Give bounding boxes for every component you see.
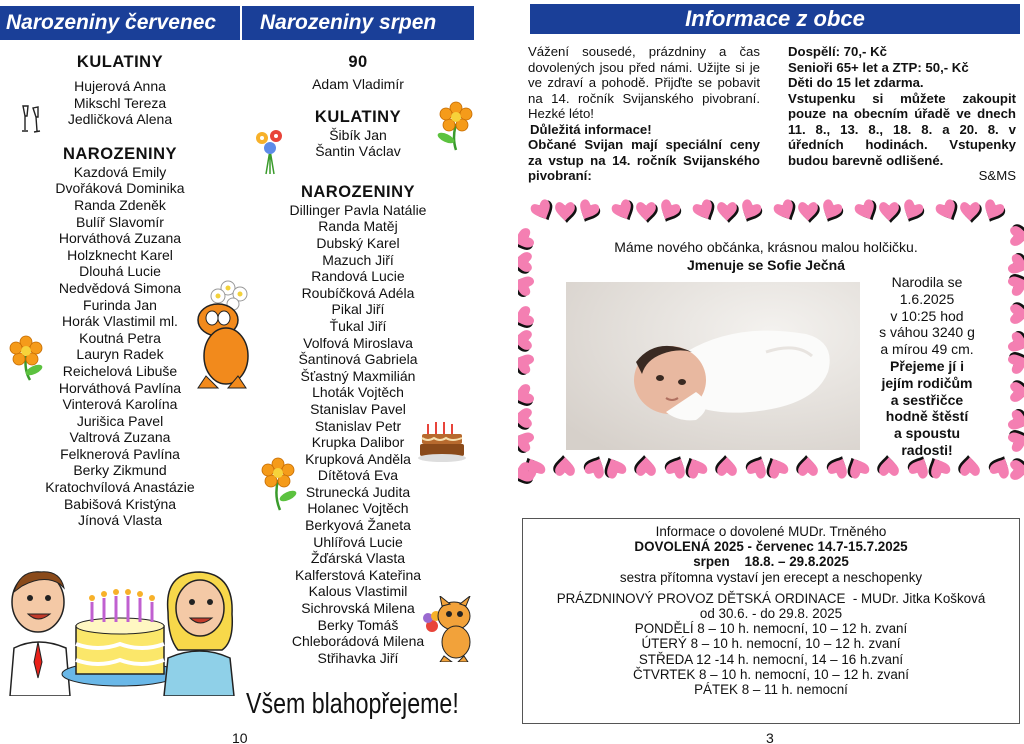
list-item: Mikschl Tereza [73,94,167,111]
august-birthdays-title: NAROZENINY [300,182,416,201]
list-item: Kalferstová Kateřina [294,566,422,583]
august-ninety-list [258,76,458,93]
list-item: a spoustu [893,425,961,442]
august-round-list [258,127,458,160]
prices-block [788,44,1016,184]
list-item: PÁTEK 8 – 11 h. nemocní [694,682,848,698]
baby-name: Jmenuje se Sofie Ječná [687,257,845,273]
list-item: Adam Vladimír [312,76,404,92]
doctor-info-box [522,518,1020,724]
nurse-note: sestra přítomna vystaví jen erecept a neschopenky [619,569,923,585]
list-item: Dlouhá Lucie [79,263,161,280]
village-info-header: Informace z obce [530,4,1020,34]
heart-icon [518,428,535,455]
list-item: s váhou 3240 g [879,324,975,341]
page-number-right: 3 [766,730,774,744]
heart-icon [574,198,602,226]
list-item: Randová Lucie [311,268,405,285]
list-item: Berkyová Žaneta [305,517,411,534]
orange-flower-icon [6,334,48,382]
intro-block [528,44,760,184]
list-item: Vinterová Karolína [62,396,178,413]
signature: S&MS [978,168,1016,183]
list-item: Šantin Václav [315,143,401,160]
birth-details-list [862,274,992,358]
august-round-title: KULATINY [314,107,402,126]
list-item: Hujerová Anna [74,78,166,94]
list-item: Jurišica Pavel [76,412,164,429]
important-label: Důležitá informace! [530,121,652,137]
list-item: Kazdová Emily [73,163,167,180]
heart-icon [1010,224,1024,246]
heart-icon [796,455,818,476]
august-ninety-title: 90 [348,53,368,71]
heart-icon [761,453,789,481]
baby-photo [566,282,860,450]
list-item: Stanislav Pavel [310,400,406,417]
heart-icon [636,202,658,223]
holiday-title: PRÁZDNINOVÝ PROVOZ DĚTSKÁ ORDINACE - MUDr. Jitka Košková [556,590,986,606]
tickets-text: Vstupenku si můžete zakoupit pouze na obecním úřadě ve dnech 11. 8., 13. 8., 18. 8. a 20. 8. v úředních hodinách. Vstupenky budou barevně odlišené. [788,90,1016,168]
list-item: Dvořáková Dominika [55,180,185,197]
heart-icon [518,227,536,254]
heart-icon [1006,270,1024,297]
list-item: Mazuch Jiří [322,251,394,268]
heart-icon [960,202,982,223]
birth-announcement [566,238,966,274]
july-birthdays-title: NAROZENINY [62,144,178,163]
doctor-title: Informace o dovolené MUDr. Trněného [655,524,887,539]
list-item: Narodila se [891,274,963,290]
heart-icon [581,452,609,480]
list-item: Dítětová Eva [317,467,399,484]
heart-icon [979,198,1007,226]
heart-icon [715,455,737,476]
august-birthdays-header: Narozeniny srpen [242,6,474,40]
heart-icon [824,452,852,480]
list-item: Berky Zikmund [73,462,167,479]
list-item: Berky Tomáš [317,616,399,633]
list-item: PONDĚLÍ 8 – 10 h. nemocní, 10 – 12 h. zvaní [634,621,908,637]
heart-icon [898,198,926,226]
couple-with-cake-illustration [4,562,236,696]
list-item: Roubíčková Adéla [301,284,415,301]
list-item: Reichelová Libuše [62,362,178,379]
list-item: Jedličková Alena [67,111,173,128]
heart-icon [553,455,575,476]
list-item: hodně štěstí [885,408,969,425]
list-item: Babišová Kristýna [63,495,177,512]
list-item: Horváthová Zuzana [58,230,182,247]
list-item: Holanec Vojtěch [307,500,409,517]
heart-icon [743,452,771,480]
list-item: radosti! [901,441,953,458]
list-item: Horák Vlastimil ml. [62,313,178,330]
vacation-july: DOVOLENÁ 2025 - červenec 14.7-15.7.2025 [634,539,908,555]
flower-bouquet-icon [252,128,288,178]
cartoon-cat-icon [420,596,480,662]
orange-flower-icon [436,100,476,152]
list-item: jejím rodičům [881,374,973,391]
list-item: a sestřičce [890,391,964,408]
list-item: Furinda Jan [83,296,157,313]
orange-flower-icon [260,456,300,512]
heart-icon [518,383,536,410]
list-item: Bulíř Slavomír [76,213,164,230]
list-item: Dillinger Pavla Natálie [289,201,427,218]
july-round-list [20,78,220,128]
list-item: Šantinová Gabriela [298,351,418,368]
intro-text: Vážení sousedé, prázdniny a čas dovolených jsou před námi. Užijte si je ve zdraví a pohodě. Přijďte se pobavit na 14. ročník Svijanského pivobraní. Hezké léto! [528,44,760,121]
heart-icon [680,453,708,481]
champagne-glasses-icon [20,104,42,134]
july-birthdays-header: Narozeniny červenec [0,6,240,40]
heart-icon [772,197,800,225]
heart-icon [1010,458,1024,480]
heart-icon [655,198,683,226]
list-item: Šťastný Maxmilián [300,367,416,384]
list-item: Přejeme jí i [890,357,964,374]
heart-icon [853,197,881,225]
august-column [258,52,458,666]
list-item: Strunecká Judita [305,483,411,500]
congratulations-text: Všem blahopřejeme! [246,688,459,720]
schedule-list [523,621,1019,697]
list-item: ČTVRTEK 8 – 10 h. nemocní, 10 – 12 h. zvaní [633,666,909,682]
heart-icon [1010,302,1024,324]
birthday-cake-icon [418,418,466,462]
garfield-flowers-icon [188,276,268,396]
list-item: a mírou 49 cm. [880,341,974,358]
list-item: Kratochvílová Anastázie [45,479,195,496]
heart-icon [717,202,739,223]
heart-icon [518,350,535,377]
list-item: Koutná Petra [79,329,161,346]
list-item: Pikal Jiří [331,301,385,318]
heart-icon [518,272,535,299]
list-item: Lauryn Radek [76,346,164,363]
heart-icon [662,452,690,480]
list-item: Stanislav Petr [314,417,402,434]
list-item: Randa Matěj [318,218,398,235]
list-item: 1.6.2025 [899,290,955,307]
heart-icon [518,252,532,274]
holiday-range: od 30.6. - do 29.8. 2025 [699,606,843,622]
heart-icon [1006,426,1024,453]
birth-details [862,274,992,459]
list-item: Lhoták Vojtěch [312,384,404,401]
list-item: Valtrová Zuzana [69,429,171,446]
heart-icon [518,305,536,332]
birth-line1: Máme nového občánka, krásnou malou holčičku. [614,239,918,255]
list-item: Randa Zdeněk [74,196,166,213]
price-children: Děti do 15 let zdarma. [788,75,924,90]
heart-icon [817,198,845,226]
heart-icon [934,197,962,225]
page-number-left: 10 [232,730,248,744]
list-item: Uhlířová Lucie [313,533,403,550]
birth-wishes-list [862,358,992,459]
list-item: Dubský Karel [316,234,400,251]
list-item: Žďárská Vlasta [310,550,406,567]
list-item: Horváthová Pavlína [58,379,182,396]
heart-icon [879,202,901,223]
list-item: Nedvědová Simona [58,279,182,296]
list-item: Střihavka Jiří [317,649,399,666]
july-round-title: KULATINY [76,53,164,71]
list-item: ÚTERÝ 8 – 10 h. nemocní, 10 – 12 h. zvaní [641,636,901,652]
price-adults: Dospělí: 70,- Kč [788,44,887,59]
list-item: Volfová Miroslava [303,334,413,351]
list-item: Krupka Dalibor [311,434,405,451]
heart-icon [529,197,557,225]
heart-icon [736,198,764,226]
list-item: STŘEDA 12 -14 h. nemocní, 14 – 16 h.zvaní [638,651,904,667]
heart-icon [555,202,577,223]
heart-icon [518,408,532,430]
list-item: Ťukal Jiří [329,317,387,334]
heart-icon [798,202,820,223]
heart-icon [518,330,532,352]
heart-icon [610,197,638,225]
list-item: v 10:25 hod [890,307,964,324]
vacation-august: srpen 18.8. – 29.8.2025 [693,554,849,570]
list-item: Jínová Vlasta [77,512,163,529]
heart-icon [1006,348,1024,375]
list-item: Sichrovská Milena [301,600,415,617]
heart-icon [599,453,627,481]
list-item: Kalous Vlastimil [308,583,408,600]
list-item: Šibík Jan [329,126,387,143]
heart-icon [634,455,656,476]
important-text: Občané Svijan mají speciální ceny za vstup na 14. ročník Svijanského pivobraní: [528,137,760,183]
list-item: Felknerová Pavlína [60,445,180,462]
heart-icon [1010,380,1024,402]
list-item: Holzknecht Karel [67,246,173,263]
price-seniors: Senioři 65+ let a ZTP: 50,- Kč [788,59,969,75]
list-item: Chleborádová Milena [291,633,425,650]
heart-icon [691,197,719,225]
list-item: Krupková Anděla [305,450,411,467]
